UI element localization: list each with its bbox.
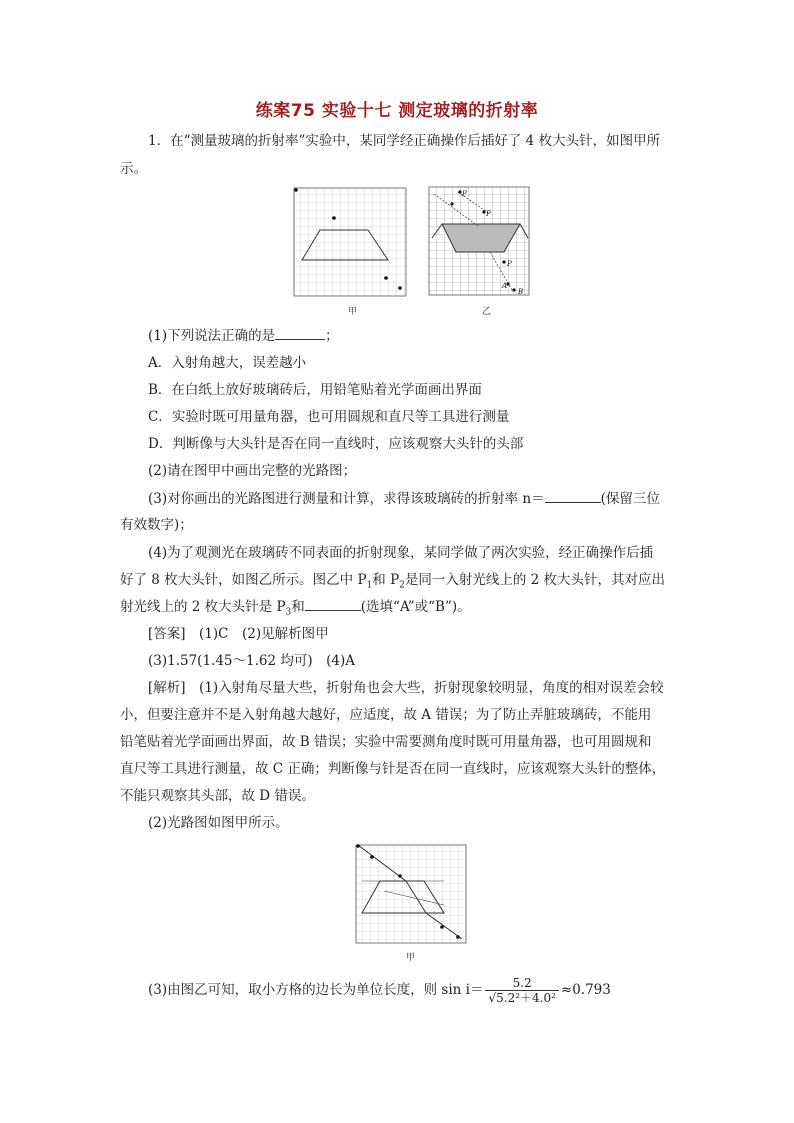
analysis-line4: 直尺等工具进行测量，故 C 正确；判断像与针是否在同一直线时，应该观察大头针的整体， [120,761,666,777]
fraction-numerator: 5.2 [485,976,558,991]
analysis-line3: 铅笔贴着光学面画出界面，故 B 错误；实验中需要测角度时既可用量角器，也可用圆规和 [120,734,652,750]
figure-yi-grid [428,186,532,298]
option-d: D．判断像与大头针是否在同一直线时，应该观察大头针的头部 [148,436,524,452]
part3-text-b: (保留三位 [600,491,660,507]
part4-line3-a: 射光线上的 2 枚大头针是 P [120,599,286,615]
subscript-1: 1 [366,580,373,591]
figure-jia-solution [354,843,470,947]
analysis-line7 [148,976,708,1005]
option-c: C．实验时既可用量角器，也可用圆规和直尺等工具进行测量 [148,409,510,425]
subscript-2: 2 [399,580,405,591]
part3-answer-blank[interactable] [545,489,601,503]
analysis-text-1: (1)入射角尽量大些，折射角也会大些，折射现象较明显，角度的相对误差会较 [199,680,664,696]
part4-line3-b: 和 [291,599,305,615]
part4-line2-c: 是同一入射光线上的 2 枚大头针，其对应出 [404,572,666,588]
answer-label: [答案] [148,626,186,642]
analysis-line5: 不能只观察其头部，故 D 错误。 [120,788,315,804]
part1-question [148,326,708,346]
fraction-denominator: √5.2²＋4.0² [488,991,556,1005]
figure-jia-grid [292,186,412,298]
fig-yi-label-p1: P [462,190,467,198]
part1-text: (1)下列说法正确的是 [148,328,276,344]
figure-jia-caption: 甲 [348,307,358,317]
option-b: B．在白纸上放好玻璃砖后，用铅笔贴着光学面画出界面 [148,382,482,398]
question-stem-line2: 示。 [120,161,147,177]
part2-question: (2)请在图甲中画出完整的光路图； [148,463,357,479]
part1-answer-blank[interactable] [275,326,325,340]
part4-line3-c: (选填“A”或“B”)。 [360,599,471,615]
figure-yi-caption: 乙 [482,307,492,317]
part3-question-line1 [148,489,708,509]
analysis-label: [解析] [148,680,186,696]
subscript-3: 3 [285,607,292,618]
part3-question-line2: 有效数字)； [120,517,193,533]
analysis-line1 [148,678,708,698]
fig-yi-label-a: A [502,282,508,290]
analysis-text-7: (3)由图乙可知，取小方格的边长为单位长度，则 sin i＝ [148,982,484,998]
part1-end: ； [325,328,339,344]
fig-yi-label-p2: P [486,210,491,218]
part3-text: (3)对你画出的光路图进行测量和计算，求得该玻璃砖的折射率 n＝ [148,491,545,507]
analysis-line6: (2)光路图如图甲所示。 [148,815,289,831]
part4-line2-a: 好了 8 枚大头针，如图乙所示。图乙中 P [120,572,367,588]
part4-line2-b: 和 P [372,572,400,588]
fig-yi-label-p3: P [507,260,512,268]
part4-answer-blank[interactable] [305,597,361,611]
part4-line1: (4)为了观测光在玻璃砖不同表面的折射现象，某同学做了两次实验，经正确操作后插 [148,545,654,561]
page-title: 练案75 实验十七 测定玻璃的折射率 [255,101,539,121]
answer-line2: (3)1.57(1.45～1.62 均可) (4)A [148,653,355,669]
answer-line1 [148,624,708,644]
question-stem-line1: 1．在“测量玻璃的折射率”实验中，某同学经正确操作后插好了 4 枚大头针，如图甲所 [148,133,661,149]
fig-yi-label-b: B [518,288,524,296]
answer-text-1: (1)C (2)见解析图甲 [199,626,329,642]
analysis-line2: 小，但要注意并不是入射角越大越好，应适度，故 A 错误；为了防止弄脏玻璃砖，不能用 [120,707,652,723]
sin-fraction [485,976,558,1005]
part4-line3 [120,597,680,623]
part4-line2 [120,570,680,596]
analysis-text-7b: ≈0.793 [560,982,611,998]
option-a: A．入射角越大，误差越小 [148,355,307,371]
figure-jia-solution-caption: 甲 [406,953,416,963]
